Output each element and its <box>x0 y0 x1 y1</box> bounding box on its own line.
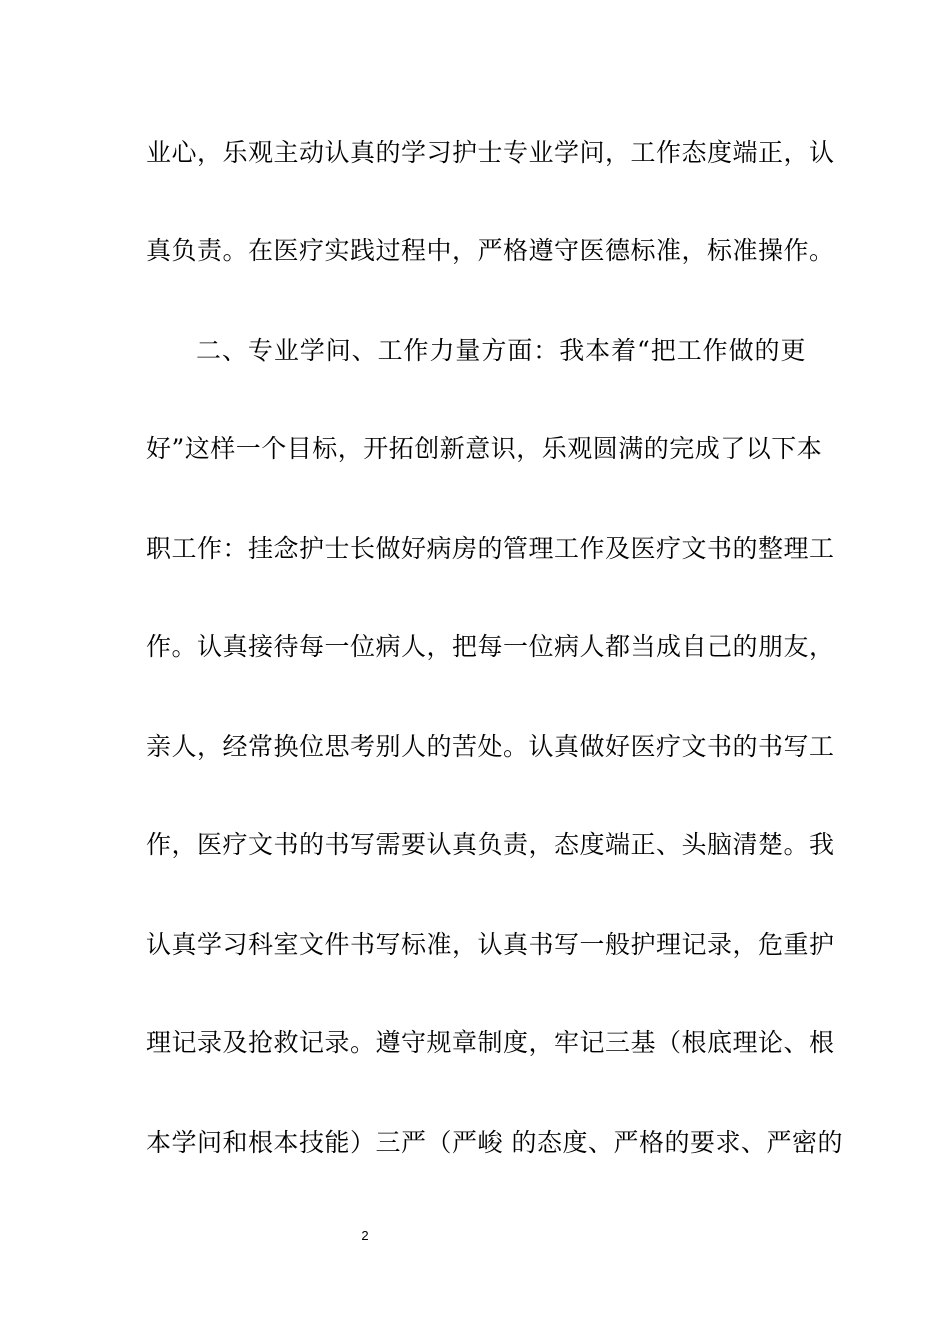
paragraph-line: 认真学习科室文件书写标准，认真书写一般护理记录，危重护 <box>146 930 835 959</box>
paragraph-line: 作。认真接待每一位病人，把每一位病人都当成自己的朋友， <box>146 632 835 661</box>
paragraph-line: 二、专业学问、工作力量方面：我本着“把工作做的更 <box>196 336 806 365</box>
paragraph-line: 真负责。在医疗实践过程中，严格遵守医德标准，标准操作。 <box>146 236 835 265</box>
paragraph-line: 好”这样一个目标，开拓创新意识，乐观圆满的完成了以下本 <box>146 434 823 463</box>
paragraph-line: 本学问和根本技能）三严（严峻 的态度、严格的要求、严密的 <box>146 1128 843 1157</box>
paragraph-line: 业心，乐观主动认真的学习护士专业学问，工作态度端正，认 <box>146 138 835 167</box>
paragraph-line: 亲人，经常换位思考别人的苦处。认真做好医疗文书的书写工 <box>146 732 835 761</box>
paragraph-line: 作，医疗文书的书写需要认真负责，态度端正、头脑清楚。我 <box>146 830 835 859</box>
paragraph-line: 理记录及抢救记录。遵守规章制度，牢记三基（根底理论、根 <box>146 1028 835 1057</box>
paragraph-line: 职工作：挂念护士长做好病房的管理工作及医疗文书的整理工 <box>146 534 835 563</box>
page-number: 2 <box>361 1228 369 1243</box>
